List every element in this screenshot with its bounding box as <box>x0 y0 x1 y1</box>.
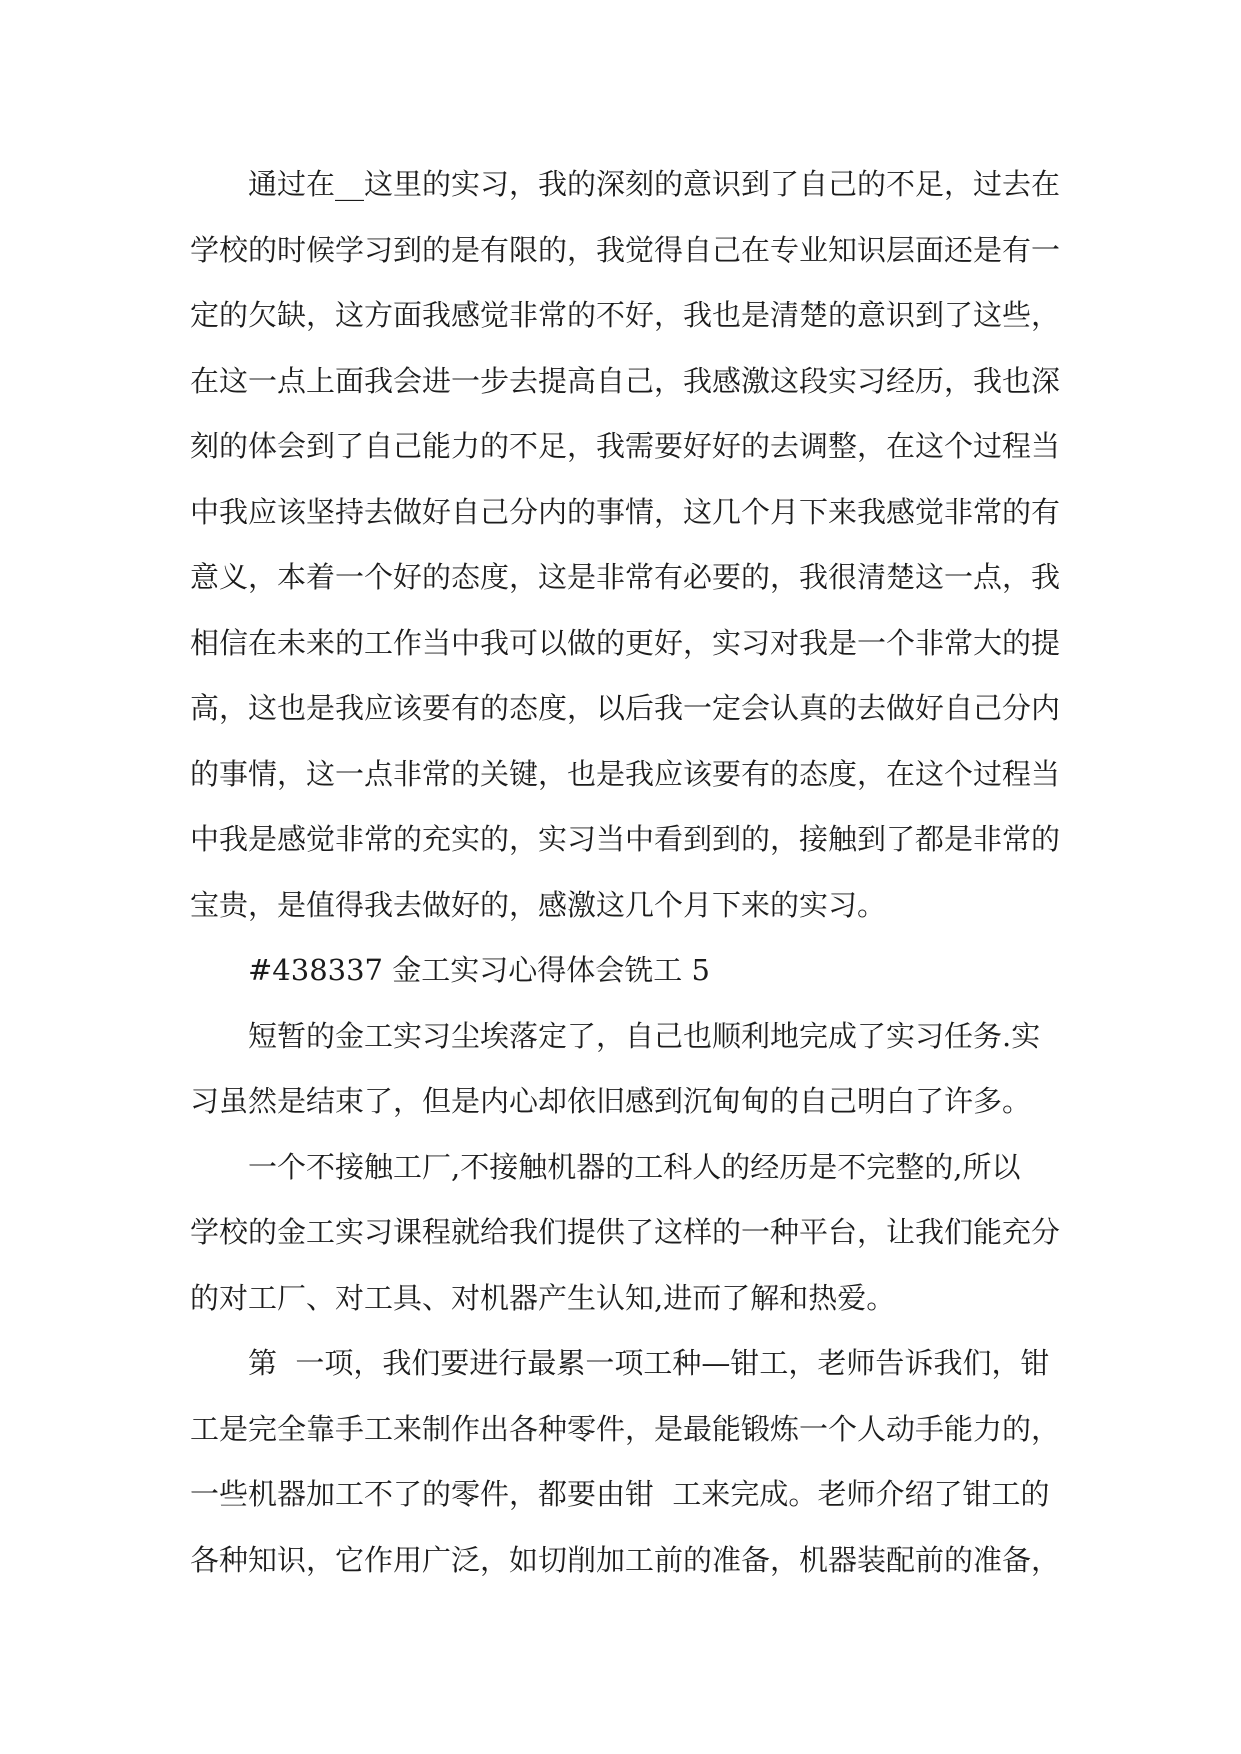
paragraph-1-line-3: 定的欠缺，这方面我感觉非常的不好，我也是清楚的意识到了这些， <box>190 298 1060 332</box>
paragraph-4-line-3: 一些机器加工不了的零件，都要由钳 工来完成。老师介绍了钳工的 <box>190 1477 1050 1511</box>
paragraph-1-line-7: 意义，本着一个好的态度，这是非常有必要的，我很清楚这一点，我 <box>190 560 1060 594</box>
paragraph-3-line-3: 的对工厂、对工具、对机器产生认知,进而了解和热爱。 <box>190 1280 896 1315</box>
paragraph-3-line-2: 学校的金工实习课程就给我们提供了这样的一种平台，让我们能充分 <box>190 1215 1060 1249</box>
paragraph-4-line-4: 各种知识，它作用广泛，如切削加工前的准备，机器装配前的准备， <box>190 1542 1060 1577</box>
paragraph-1-line-10: 的事情，这一点非常的关键，也是我应该要有的态度，在这个过程当 <box>190 756 1060 791</box>
paragraph-2-line-1: 短暂的金工实习尘埃落定了，自己也顺利地完成了实习任务.实 <box>248 1018 1041 1053</box>
paragraph-4-line-2: 工是完全靠手工来制作出各种零件，是最能锻炼一个人动手能力的， <box>190 1411 1060 1446</box>
paragraph-1-line-9: 高，这也是我应该要有的态度，以后我一定会认真的去做好自己分内 <box>190 691 1060 725</box>
paragraph-3-line-1: 一个不接触工厂,不接触机器的工科人的经历是不完整的,所以 <box>248 1149 1021 1184</box>
paragraph-1-line-8: 相信在未来的工作当中我可以做的更好，实习对我是一个非常大的提 <box>190 625 1060 660</box>
section-heading: #438337 金工实习心得体会铣工 5 <box>248 953 710 987</box>
paragraph-1-line-1: 通过在__这里的实习，我的深刻的意识到了自己的不足，过去在 <box>248 167 1060 201</box>
paragraph-1-line-12: 宝贵，是值得我去做好的，感激这几个月下来的实习。 <box>190 887 887 922</box>
paragraph-1-line-11: 中我是感觉非常的充实的，实习当中看到到的，接触到了都是非常的 <box>190 822 1060 856</box>
paragraph-1-line-5: 刻的体会到了自己能力的不足，我需要好好的去调整，在这个过程当 <box>190 429 1060 463</box>
paragraph-2-line-2: 习虽然是结束了，但是内心却依旧感到沉甸甸的自己明白了许多。 <box>190 1084 1032 1118</box>
document-body <box>190 152 1060 1593</box>
paragraph-1-line-4: 在这一点上面我会进一步去提高自己，我感激这段实习经历，我也深 <box>190 363 1060 398</box>
paragraph-4-line-1: 第 一项，我们要进行最累一项工种—钳工，老师告诉我们，钳 <box>248 1346 1050 1380</box>
paragraph-1-line-2: 学校的时候学习到的是有限的，我觉得自己在专业知识层面还是有一 <box>190 232 1060 267</box>
paragraph-1-line-6: 中我应该坚持去做好自己分内的事情，这几个月下来我感觉非常的有 <box>190 494 1060 529</box>
